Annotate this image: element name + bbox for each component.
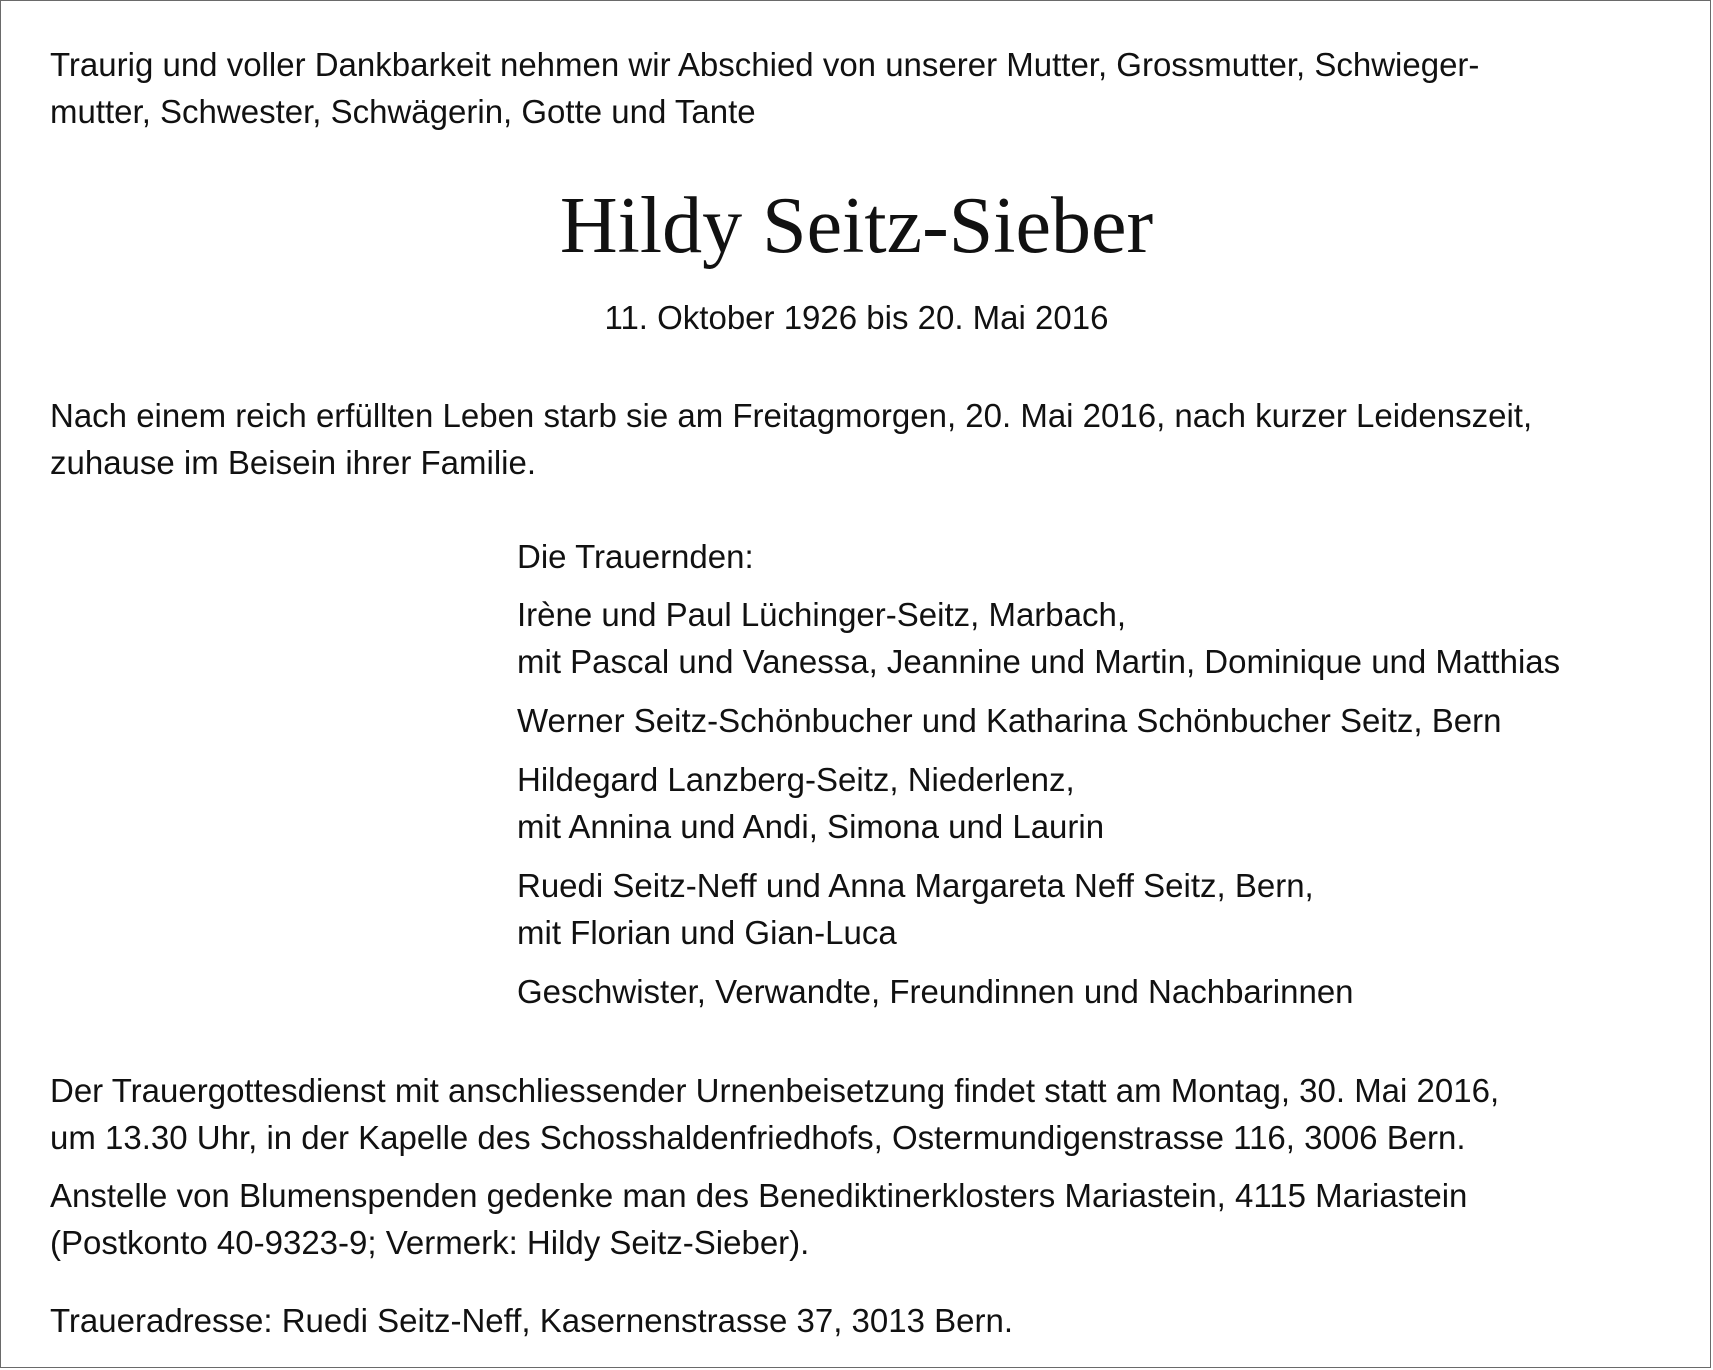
intro-line-1: Traurig und voller Dankbarkeit nehmen wir Abschied von unserer Mutter, Grossmutter, Schwieger- — [50, 46, 1480, 83]
mourner-group-5-line-1: Geschwister, Verwandte, Freundinnen und Nachbarinnen — [517, 973, 1354, 1010]
mourner-group-1-line-2: mit Pascal und Vanessa, Jeannine und Martin, Dominique und Matthias — [517, 643, 1561, 680]
mourner-group-4-line-2: mit Florian und Gian-Luca — [517, 914, 897, 951]
mourner-group-4-line-1: Ruedi Seitz-Neff und Anna Margareta Neff Seitz, Bern, — [517, 867, 1314, 904]
passing-line-1: Nach einem reich erfüllten Leben starb sie am Freitagmorgen, 20. Mai 2016, nach kurzer Leidenszeit, — [50, 397, 1533, 434]
service-line-2: um 13.30 Uhr, in der Kapelle des Schosshaldenfriedhofs, Ostermundigenstrasse 116, 3006 Bern. — [50, 1119, 1466, 1156]
donation-line-1: Anstelle von Blumenspenden gedenke man des Benediktinerklosters Mariastein, 4115 Mariastein — [50, 1177, 1468, 1214]
intro-line-2: mutter, Schwester, Schwägerin, Gotte und Tante — [50, 93, 756, 130]
mourning-address: Traueradresse: Ruedi Seitz-Neff, Kasernenstrasse 37, 3013 Bern. — [50, 1302, 1014, 1339]
mourners-heading: Die Trauernden: — [517, 538, 754, 575]
mourner-group-3-line-2: mit Annina und Andi, Simona und Laurin — [517, 808, 1105, 845]
mourner-group-3-line-1: Hildegard Lanzberg-Seitz, Niederlenz, — [517, 761, 1075, 798]
donation-line-2: (Postkonto 40-9323-9; Vermerk: Hildy Seitz-Sieber). — [50, 1224, 810, 1261]
mourner-group-1-line-1: Irène und Paul Lüchinger-Seitz, Marbach, — [517, 596, 1127, 633]
service-line-1: Der Trauergottesdienst mit anschliessender Urnenbeisetzung findet statt am Montag, 30. Mai 2016, — [50, 1072, 1500, 1109]
deceased-name: Hildy Seitz-Sieber — [559, 182, 1154, 270]
life-dates: 11. Oktober 1926 bis 20. Mai 2016 — [604, 299, 1109, 336]
passing-line-2: zuhause im Beisein ihrer Familie. — [50, 444, 537, 481]
mourner-group-2-line-1: Werner Seitz-Schönbucher und Katharina Schönbucher Seitz, Bern — [517, 702, 1502, 739]
